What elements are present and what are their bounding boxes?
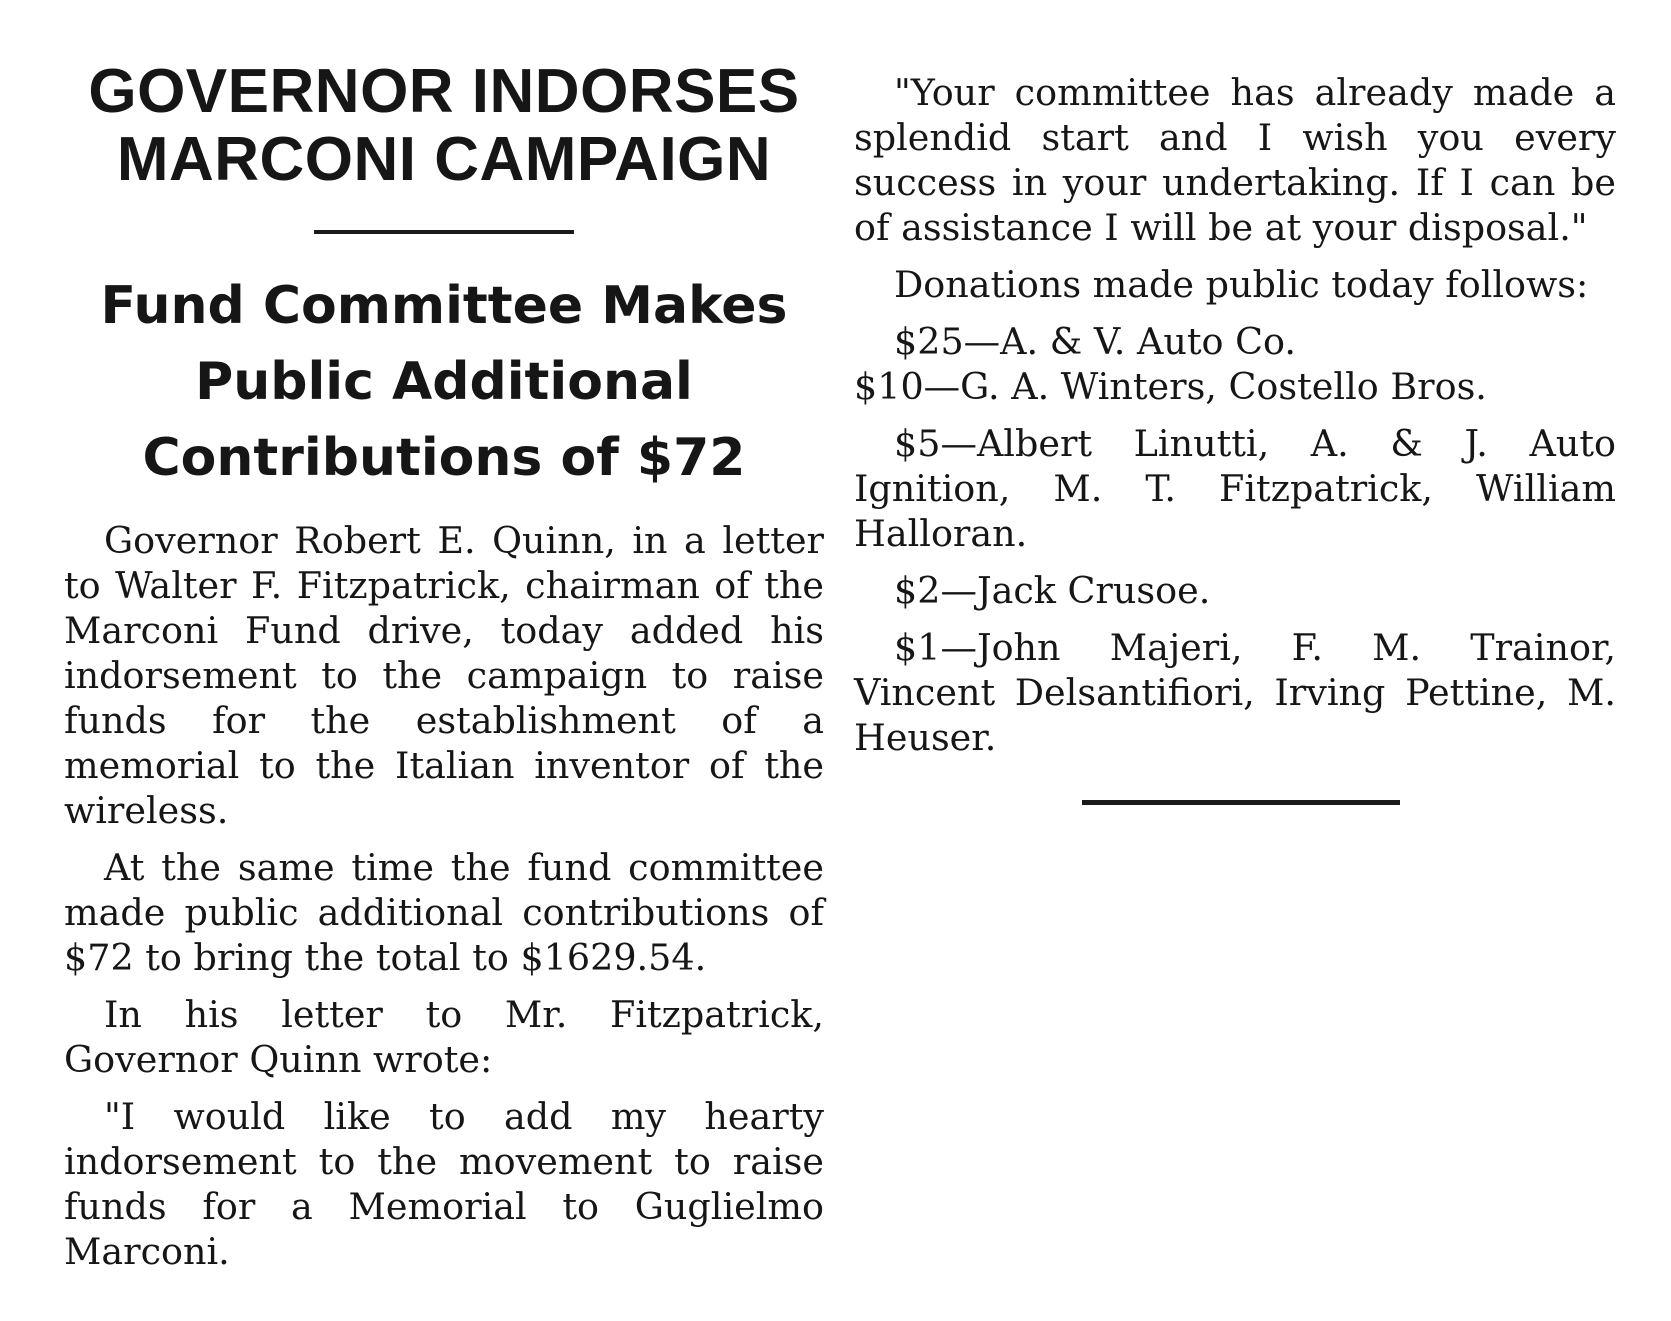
paragraph-contributions: At the same time the fund committee made public additional contributions of $72 to bring the total to $1629.54. <box>64 846 824 979</box>
end-rule <box>1082 800 1400 805</box>
paragraph-quote-start: "I would like to add my hearty indorsement to the movement to raise funds for a Memorial to Guglielmo Marconi. <box>64 1095 824 1273</box>
paragraph-letter-intro: In his letter to Mr. Fitzpatrick, Governor Quinn wrote: <box>64 993 824 1081</box>
paragraph-quote-continued: "Your committee has already made a splendid start and I wish you every success in your undertaking. If I can be of assistance I will be at your disposal." <box>854 71 1616 249</box>
headline-rule <box>314 230 574 234</box>
donation-entry: $25—A. & V. Auto Co. <box>894 320 1296 363</box>
left-column <box>64 58 824 1274</box>
paragraph-donations-intro: Donations made public today follows: <box>894 263 1589 306</box>
right-column <box>854 58 1616 805</box>
donation-entry: $5—Albert Linutti, A. & J. Auto Ignition, M. T. Fitzpatrick, William Halloran. <box>854 422 1616 555</box>
subheadline: Fund Committee Makes Public Additional Contributions of $72 <box>100 276 788 488</box>
headline: GOVERNOR INDORSES MARCONI CAMPAIGN <box>88 57 800 194</box>
donation-entry: $1—John Majeri, F. M. Trainor, Vincent Delsantifiori, Irving Pettine, M. Heuser. <box>854 626 1616 759</box>
donation-entry: $10—G. A. Winters, Costello Bros. <box>854 365 1487 408</box>
donation-entry: $2—Jack Crusoe. <box>894 569 1211 612</box>
paragraph-intro: Governor Robert E. Quinn, in a letter to Walter F. Fitzpatrick, chairman of the Marconi Fund drive, today added his indorsement to the campaign to raise funds for the establishment of a memorial to the Italian inventor of the wireless. <box>64 519 824 832</box>
